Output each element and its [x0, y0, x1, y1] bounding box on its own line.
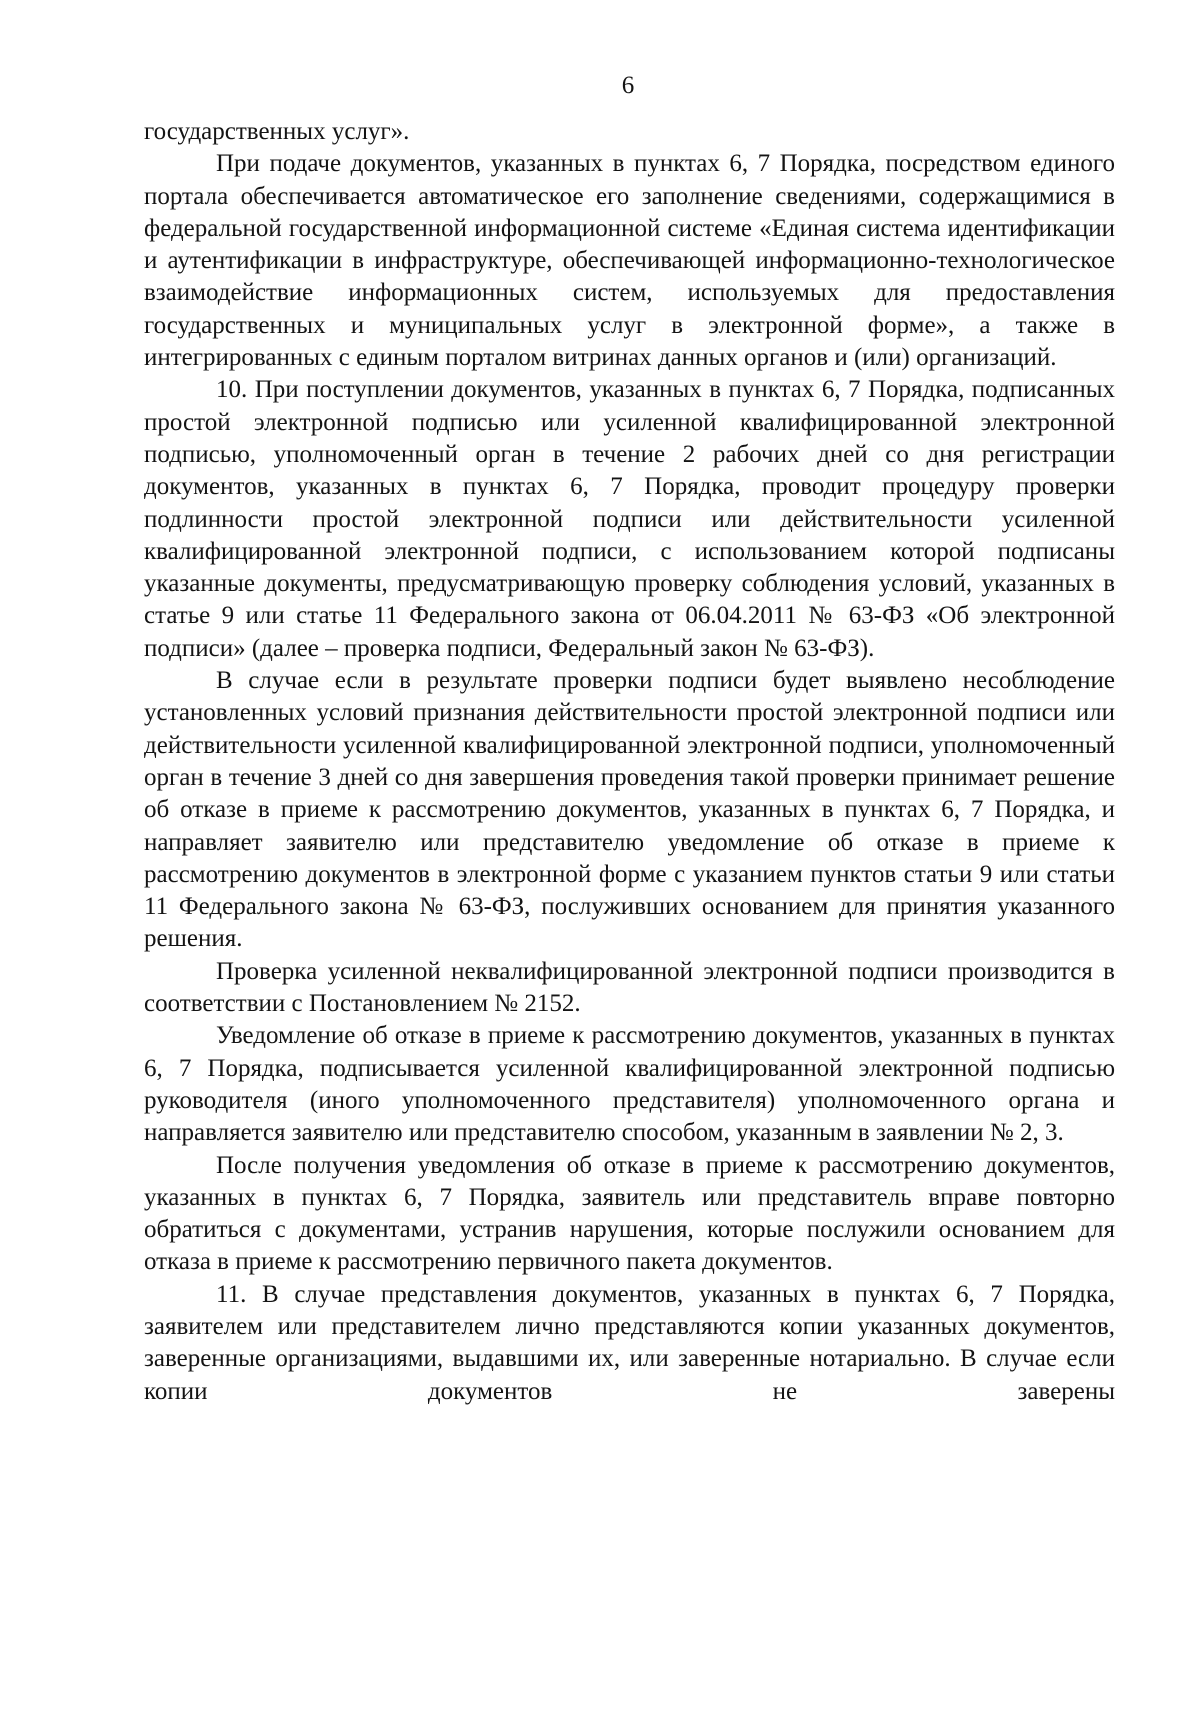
paragraph-item-10: 10. При поступлении документов, указанных в пунктах 6, 7 Порядка, подписанных простой электронной подписью или усиленной квалифицированной электронной подписью, уполномоченный орган в течение 2 рабочих дней со дня регистрации документов, указанных в пунктах 6, 7 Порядка, проводит процедуру проверки подлинности простой электронной подписи или действительности усиленной квалифицированной электронной подписи, с использованием которой подписаны указанные документы, предусматривающую проверку соблюдения условий, указанных в статье 9 или статье 11 Федерального закона от 06.04.2011 № 63-ФЗ «Об электронной подписи» (далее – проверка подписи, Федеральный закон № 63-ФЗ).	[144, 376, 1115, 662]
paragraph-signature-check-result: В случае если в результате проверки подписи будет выявлено несоблюдение установленных условий признания действительности простой электронной подписи или действительности усиленной квалифицированной электронной подписи, уполномоченный орган в течение 3 дней со дня завершения проведения такой проверки принимает решение об отказе в приеме к рассмотрению документов, указанных в пунктах 6, 7 Порядка, и направляет заявителю или представителю уведомление об отказе в приеме к рассмотрению документов в электронной форме с указанием пунктов статьи 9 или статьи 11 Федерального закона № 63-ФЗ, послуживших основанием для принятия указанного решения.	[144, 667, 1115, 953]
paragraph-repeat-application: После получения уведомления об отказе в приеме к рассмотрению документов, указанных в пунктах 6, 7 Порядка, заявитель или представитель вправе повторно обратиться с документами, устранив нарушения, которые послужили основанием для отказа в приеме к рассмотрению первичного пакета документов.	[144, 1151, 1115, 1276]
page-number: 6	[621, 72, 635, 99]
paragraph-continuation: государственных услуг».	[144, 118, 410, 145]
document-body	[144, 116, 1115, 1408]
paragraph-single-portal: При подаче документов, указанных в пунктах 6, 7 Порядка, посредством единого портала обеспечивается автоматическое его заполнение сведениями, содержащимися в федеральной государственной информационной системе «Единая система идентификации и аутентификации в инфраструктуре, обеспечивающей информационно-технологическое взаимодействие информационных систем, используемых для предоставления государственных и муниципальных услуг в электронной форме», а также в интегрированных с единым порталом витринах данных органов и (или) организаций.	[144, 150, 1115, 372]
paragraph-unqualified-signature: Проверка усиленной неквалифицированной электронной подписи производится в соответствии с Постановлением № 2152.	[144, 957, 1115, 1018]
paragraph-refusal-notice: Уведомление об отказе в приеме к рассмотрению документов, указанных в пунктах 6, 7 Порядка, подписывается усиленной квалифицированной электронной подписью руководителя (иного уполномоченного представителя) уполномоченного органа и направляется заявителю или представителю способом, указанным в заявлении № 2, 3.	[144, 1022, 1115, 1147]
paragraph-item-11: 11. В случае представления документов, указанных в пунктах 6, 7 Порядка, заявителем или представителем лично представляются копии указанных документов, заверенные организациями, выдавшими их, или заверенные нотариально. В случае если копии документов не заверены	[144, 1280, 1115, 1405]
